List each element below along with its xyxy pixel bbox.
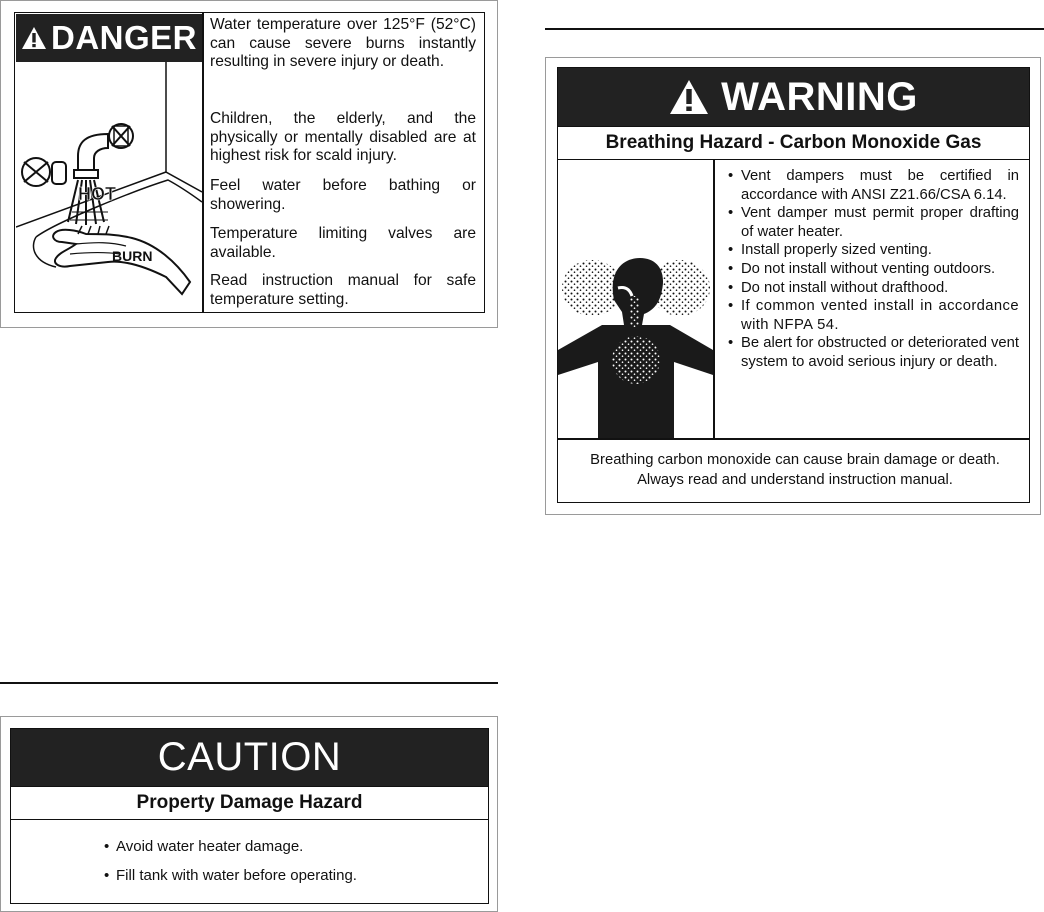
list-item: • Do not install without venting outdoors.	[726, 260, 1019, 279]
list-item: • Vent damper must permit proper drafting of water heater.	[726, 204, 1019, 241]
list-item: • Be alert for obstructed or deteriorated vent system to avoid serious injury or death.	[726, 334, 1019, 371]
carbon-monoxide-person-illustration	[558, 160, 713, 438]
warning-divider	[713, 160, 715, 438]
list-item: • If common vented install in accordance with NFPA 54.	[726, 297, 1019, 334]
danger-divider	[202, 13, 204, 312]
hot-word: HOT	[78, 184, 116, 204]
warning-signal-word: WARNING	[721, 74, 918, 119]
warning-header	[558, 68, 1029, 126]
danger-paragraph-2: Children, the elderly, and the physically or mentally disabled are at highest risk for scald injury.	[210, 110, 476, 164]
burn-word: BURN	[112, 248, 153, 264]
list-item: • Install properly sized venting.	[726, 241, 1019, 260]
danger-paragraph-3: Feel water before bathing or showering.	[210, 177, 476, 213]
danger-header	[16, 14, 202, 62]
danger-paragraph-1: Water temperature over 125°F (52°C) can cause severe burns instantly resulting in severe injury or death.	[210, 16, 476, 70]
danger-paragraph-5: Read instruction manual for safe temperature setting.	[210, 272, 476, 308]
caution-subtitle: Property Damage Hazard	[11, 786, 488, 820]
list-item: • Fill tank with water before operating.	[104, 861, 357, 890]
danger-signal-word: DANGER	[50, 19, 197, 56]
warning-footer: Breathing carbon monoxide can cause brain damage or death. Always read and understand instruction manual.	[590, 452, 1000, 488]
section-rule	[0, 682, 498, 684]
warning-triangle-icon	[21, 26, 47, 50]
scald-faucet-illustration	[16, 62, 202, 312]
list-item: • Do not install without drafthood.	[726, 279, 1019, 298]
warning-subtitle: Breathing Hazard - Carbon Monoxide Gas	[558, 126, 1029, 160]
caution-header	[11, 729, 488, 786]
caution-signal-word: CAUTION	[157, 735, 342, 779]
list-item: • Avoid water heater damage.	[104, 832, 357, 861]
caution-list	[104, 832, 357, 890]
danger-paragraph-4: Temperature limiting valves are available.	[210, 225, 476, 261]
list-item: • Vent dampers must be certified in accordance with ANSI Z21.66/CSA 6.14.	[726, 167, 1019, 204]
section-rule	[545, 28, 1044, 30]
warning-triangle-icon	[669, 79, 709, 115]
warning-list	[726, 167, 1019, 372]
warning-footer-divider	[558, 438, 1029, 440]
